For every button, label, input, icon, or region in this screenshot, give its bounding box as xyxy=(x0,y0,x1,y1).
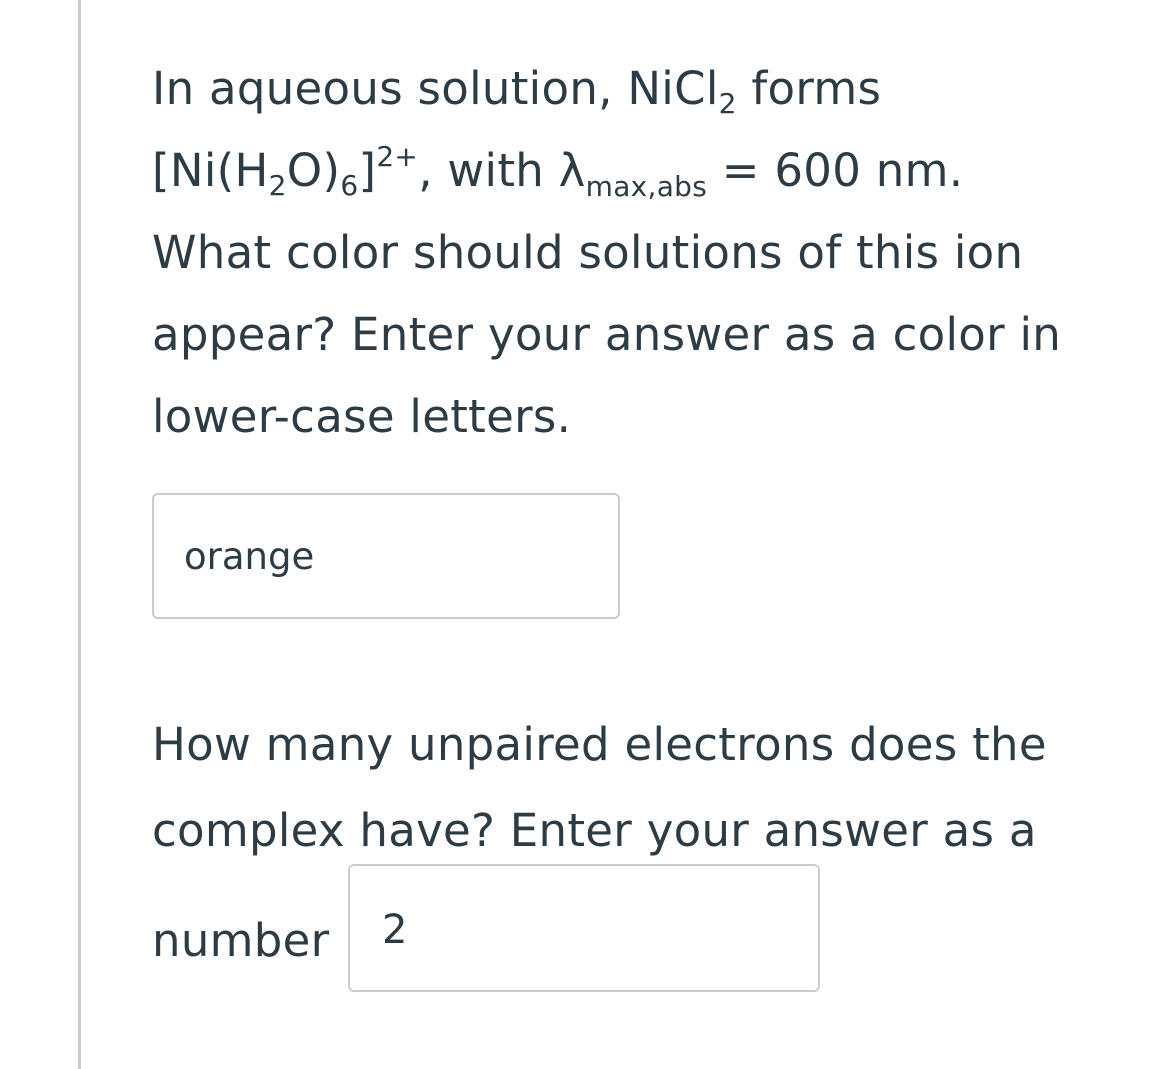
q1-lambda-subscript: max,abs xyxy=(585,170,708,203)
q1-line2-part-a: [Ni(H xyxy=(152,144,269,197)
question-1-line-4: appear? Enter your answer as a color in xyxy=(152,308,1062,361)
q1-line2-subscript-2: 6 xyxy=(340,169,359,202)
question-1-line-1 xyxy=(152,48,1112,130)
question-1-line-2 xyxy=(152,130,1112,212)
q1-line1-subscript: 2 xyxy=(718,87,737,120)
answer-2-input[interactable] xyxy=(348,864,820,992)
question-1 xyxy=(152,48,1112,458)
question-1-line-3: What color should solutions of this ion xyxy=(152,226,1024,279)
answer-1-value: orange xyxy=(184,535,315,578)
q1-line1-prefix: In aqueous solution, NiCl xyxy=(152,62,719,115)
question-2-line-3: number xyxy=(152,914,330,967)
question-1-text xyxy=(152,48,1112,458)
q1-line2-part-c: ] xyxy=(358,144,377,197)
q1-line2-part-e: = 600 nm. xyxy=(707,144,964,197)
q1-line2-part-d: , with λ xyxy=(418,144,586,197)
question-2-line-2: complex have? Enter your answer as a xyxy=(152,804,1037,857)
question-1-line-5: lower-case letters. xyxy=(152,390,572,443)
answer-2-value: 2 xyxy=(382,907,408,953)
question-2-text xyxy=(152,702,1047,874)
answer-1-input[interactable] xyxy=(152,493,620,619)
q1-line2-part-b: O) xyxy=(286,144,341,197)
left-border-rule xyxy=(78,0,81,1069)
question-2-line-1: How many unpaired electrons does the xyxy=(152,718,1047,771)
q1-line2-subscript-1: 2 xyxy=(268,169,287,202)
q1-line1-suffix: forms xyxy=(736,62,882,115)
q1-line2-charge: 2+ xyxy=(376,140,419,173)
